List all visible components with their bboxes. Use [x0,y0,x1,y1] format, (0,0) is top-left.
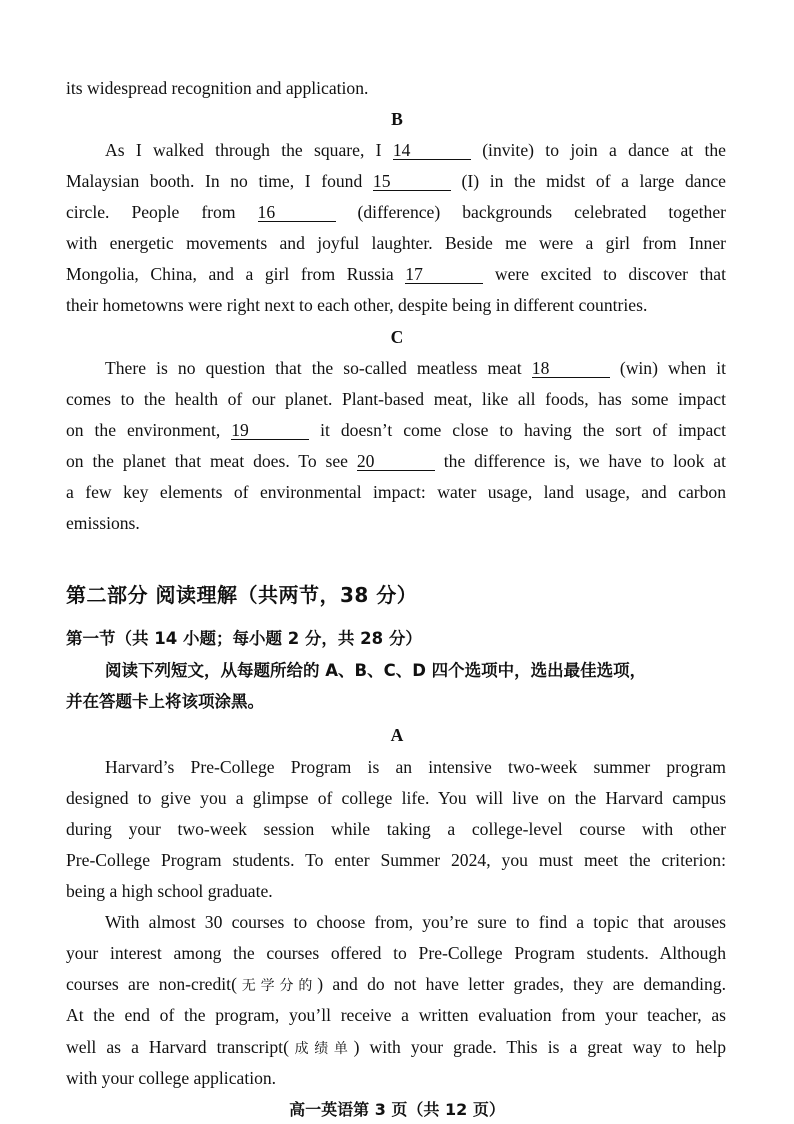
blank-16[interactable]: 16 [258,203,336,222]
part-two-title: 第二部分 阅读理解（共两节，38 分） [66,583,418,607]
blank-14[interactable]: 14 [393,141,471,160]
passage-c-line-4: on the planet that meat does. To see 20 the difference is, we have to look at [66,451,726,471]
passage-b-line-1: As I walked through the square, I 14 (invite) to join a dance at the [105,140,726,160]
passage-a-line-1: Harvard’s Pre-College Program is an intensive two-week summer program [105,757,726,777]
passage-b-line-4: with energetic movements and joyful laughter. Beside me were a girl from Inner [66,233,726,253]
passage-c-line-3: on the environment, 19 it doesn’t come close to having the sort of impact [66,420,726,440]
instructions-line-1: 阅读下列短文，从每题所给的 A、B、C、D 四个选项中，选出最佳选项， [105,661,647,680]
page-footer: 高一英语第 3 页（共 12 页） [289,1100,505,1119]
passage-b-line-3: circle. People from 16 (difference) backgrounds celebrated together [66,202,727,222]
passage-a-line-2: designed to give you a glimpse of college life. You will live on the Harvard campus [66,788,726,808]
section-one-subtitle: 第一节（共 14 小题；每小题 2 分，共 28 分） [66,629,422,648]
section-b-heading: B [391,109,403,129]
passage-c-line-1: There is no question that the so-called meatless meat 18 (win) when it [105,358,726,378]
blank-17[interactable]: 17 [405,265,483,284]
instructions-line-2: 并在答题卡上将该项涂黑。 [66,692,264,711]
passage-a-line-10: well as a Harvard transcript(成绩单) with your grade. This is a great way to help [66,1037,727,1057]
blank-19[interactable]: 19 [231,421,309,440]
gloss-non-credit: 无学分的 [236,978,318,994]
passage-a-line-6: With almost 30 courses to choose from, you’re sure to find a topic that arouses [105,912,726,932]
continuation-line: its widespread recognition and application. [66,78,369,98]
passage-a-line-11: with your college application. [66,1068,277,1088]
passage-a-line-3: during your two-week session while taking a college-level course with other [66,819,726,839]
section-c-heading: C [390,327,404,347]
passage-c-line-2: comes to the health of our planet. Plant-based meat, like all foods, has some impact [66,389,726,409]
gloss-transcript: 成绩单 [288,1041,354,1057]
passage-c-line-5: a few key elements of environmental impact: water usage, land usage, and carbon [66,482,726,502]
blank-15[interactable]: 15 [373,172,451,191]
blank-18[interactable]: 18 [532,359,610,378]
passage-a-line-8: courses are non-credit(无学分的) and do not have letter grades, they are demanding. [66,974,727,994]
passage-a-line-7: your interest among the courses offered to Pre-College Program students. Although [66,943,726,963]
passage-b-line-5: Mongolia, China, and a girl from Russia 17 were excited to discover that [66,264,726,284]
passage-a-line-9: At the end of the program, you’ll receive a written evaluation from your teacher, as [66,1005,726,1025]
passage-a-line-5: being a high school graduate. [66,881,273,901]
passage-a-heading: A [390,725,404,745]
passage-b-line-6: their hometowns were right next to each other, despite being in different countries. [66,295,648,315]
blank-20[interactable]: 20 [357,452,435,471]
passage-a-line-4: Pre-College Program students. To enter Summer 2024, you must meet the criterion: [66,850,726,870]
passage-c-line-6: emissions. [66,513,140,533]
passage-b-line-2: Malaysian booth. In no time, I found 15 (I) in the midst of a large dance [66,171,726,191]
